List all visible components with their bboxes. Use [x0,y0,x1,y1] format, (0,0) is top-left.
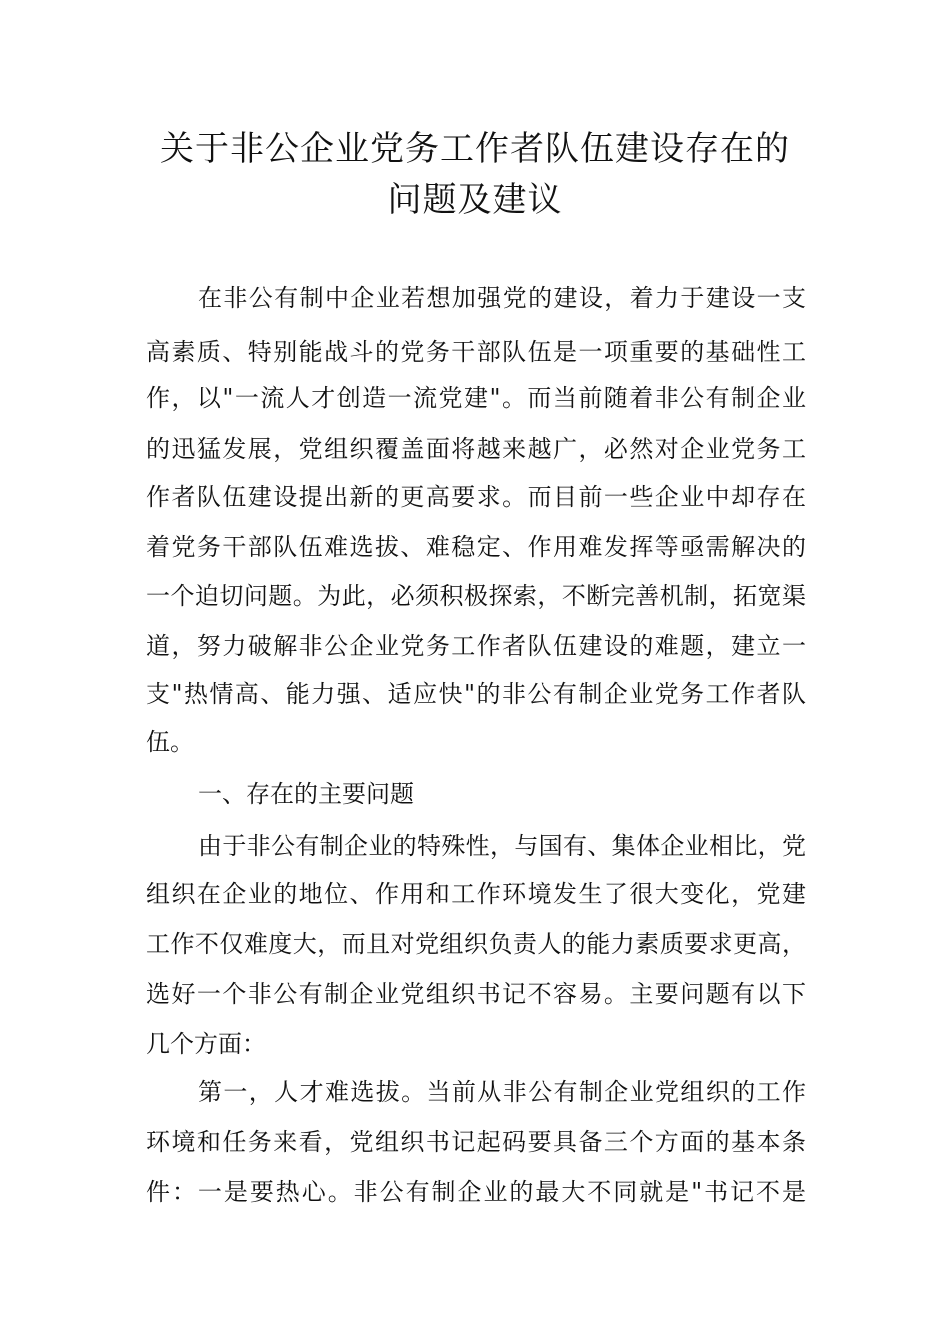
paragraph-line: 支"热情高、能力强、适应快"的非公有制企业党务工作者队 [146,680,806,708]
paragraph-line: 一个迫切问题。为此，必须积极探索，不断完善机制，拓宽渠 [146,582,806,610]
paragraph-line: 选好一个非公有制企业党组织书记不容易。主要问题有以下 [146,980,806,1008]
paragraph-line: 组织在企业的地位、作用和工作环境发生了很大变化，党建 [146,880,806,908]
paragraph-line: 作者队伍建设提出新的更高要求。而目前一些企业中却存在 [146,483,806,511]
paragraph-line: 的迅猛发展，党组织覆盖面将越来越广，必然对企业党务工 [146,435,806,463]
paragraph-line: 由于非公有制企业的特殊性，与国有、集体企业相比，党 [198,832,806,860]
paragraph-line: 在非公有制中企业若想加强党的建设，着力于建设一支 [198,284,806,312]
paragraph-line: 工作不仅难度大，而且对党组织负责人的能力素质要求更高， [146,930,806,958]
paragraph-line: 着党务干部队伍难选拔、难稳定、作用难发挥等亟需解决的 [146,533,806,561]
paragraph-line: 几个方面： [146,1030,266,1058]
paragraph-line: 高素质、特别能战斗的党务干部队伍是一项重要的基础性工 [146,338,806,366]
paragraph-line: 作，以"一流人才创造一流党建"。而当前随着非公有制企业 [146,384,806,412]
paragraph-line: 伍。 [146,728,194,756]
section-heading: 一、存在的主要问题 [198,780,414,808]
document-title-line-2: 问题及建议 [387,180,563,220]
paragraph-line: 件：一是要热心。非公有制企业的最大不同就是"书记不是 [146,1178,806,1206]
document-title-line-1: 关于非公企业党务工作者队伍建设存在的 [160,129,790,169]
paragraph-line: 环境和任务来看，党组织书记起码要具备三个方面的基本条 [146,1128,806,1156]
paragraph-line: 道，努力破解非公企业党务工作者队伍建设的难题，建立一 [146,632,806,660]
paragraph-line: 第一，人才难选拔。当前从非公有制企业党组织的工作 [198,1078,806,1106]
